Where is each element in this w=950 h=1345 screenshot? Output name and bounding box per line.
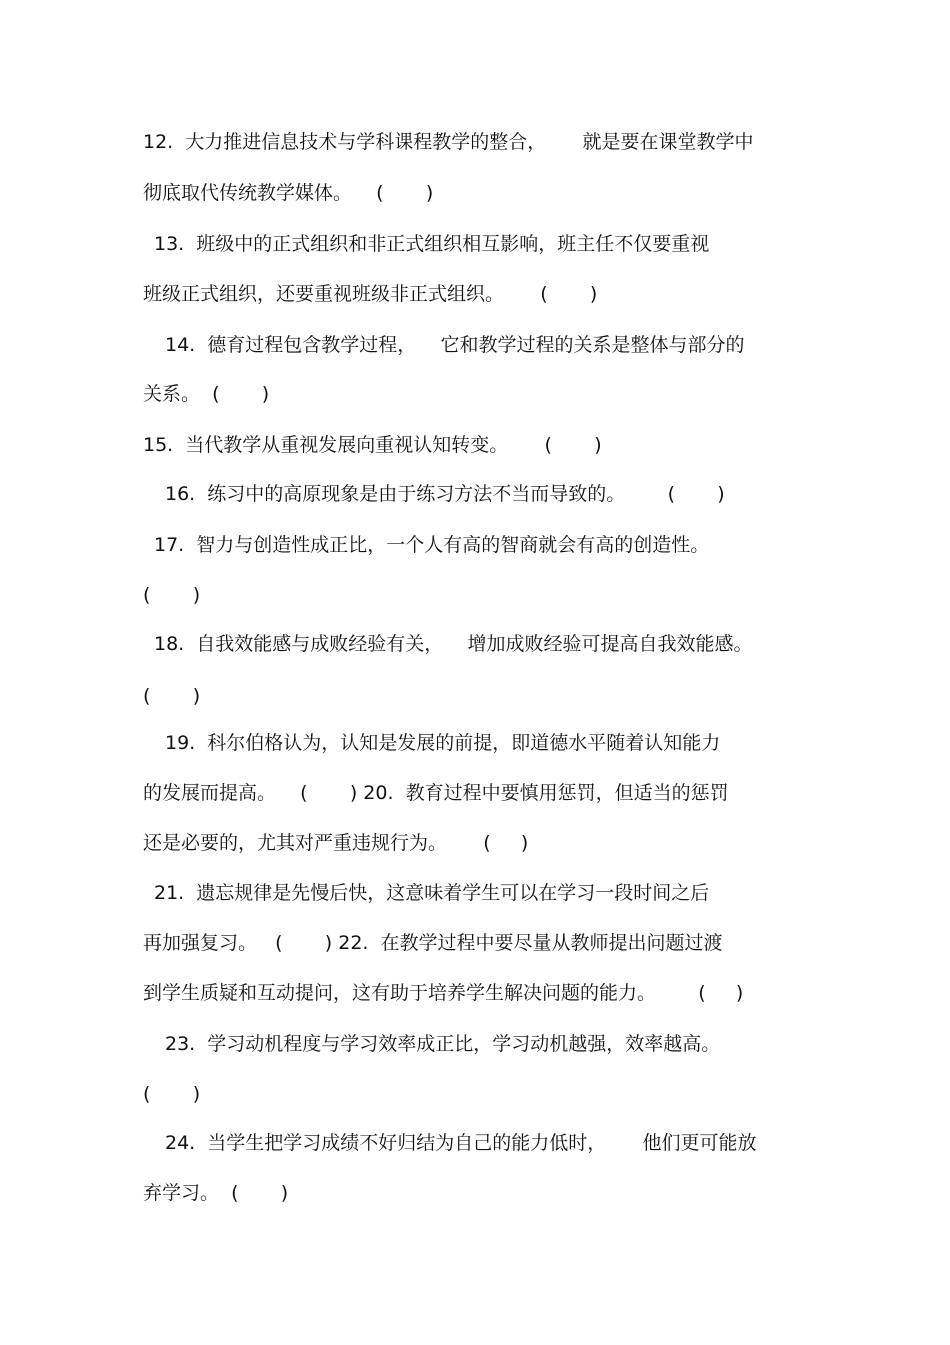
text-line: ( ) <box>143 1083 201 1105</box>
text-line: ( ) <box>143 685 201 707</box>
text-line: ( ) <box>143 584 201 606</box>
text-line: 16. 练习中的高原现象是由于练习方法不当而导致的。 ( ) <box>165 483 725 505</box>
text-line: 关系。 ( ) <box>143 383 270 405</box>
text-line: 再加强复习。 ( ) 22. 在教学过程中要尽量从教师提出问题过渡 <box>143 932 723 954</box>
text-line: 23. 学习动机程度与学习效率成正比，学习动机越强，效率越高。 <box>165 1033 721 1055</box>
text-line: 24. 当学生把学习成绩不好归结为自己的能力低时， 他们更可能放 <box>165 1132 757 1154</box>
text-line: 到学生质疑和互动提问，这有助于培养学生解决问题的能力。 ( ) <box>143 982 744 1004</box>
text-line: 15. 当代教学从重视发展向重视认知转变。 ( ) <box>143 434 602 456</box>
text-line: 还是必要的，尤其对严重违规行为。 ( ) <box>143 832 529 854</box>
text-line: 19. 科尔伯格认为，认知是发展的前提，即道德水平随着认知能力 <box>165 732 721 754</box>
text-line: 彻底取代传统教学媒体。 ( ) <box>143 182 434 204</box>
text-line: 21. 遗忘规律是先慢后快，这意味着学生可以在学习一段时间之后 <box>154 882 710 904</box>
text-line: 弃学习。 ( ) <box>143 1182 289 1204</box>
text-line: 17. 智力与创造性成正比，一个人有高的智商就会有高的创造性。 <box>154 534 710 556</box>
text-line: 14. 德育过程包含教学过程， 它和教学过程的关系是整体与部分的 <box>165 334 745 356</box>
text-line: 13. 班级中的正式组织和非正式组织相互影响，班主任不仅要重视 <box>154 233 710 255</box>
text-line: 的发展而提高。 ( ) 20. 教育过程中要慎用惩罚，但适当的惩罚 <box>143 782 729 804</box>
text-line: 班级正式组织，还要重视班级非正式组织。 ( ) <box>143 283 598 305</box>
text-line: 12. 大力推进信息技术与学科课程教学的整合， 就是要在课堂教学中 <box>143 131 754 153</box>
text-line: 18. 自我效能感与成败经验有关， 增加成败经验可提高自我效能感。 <box>154 633 753 655</box>
